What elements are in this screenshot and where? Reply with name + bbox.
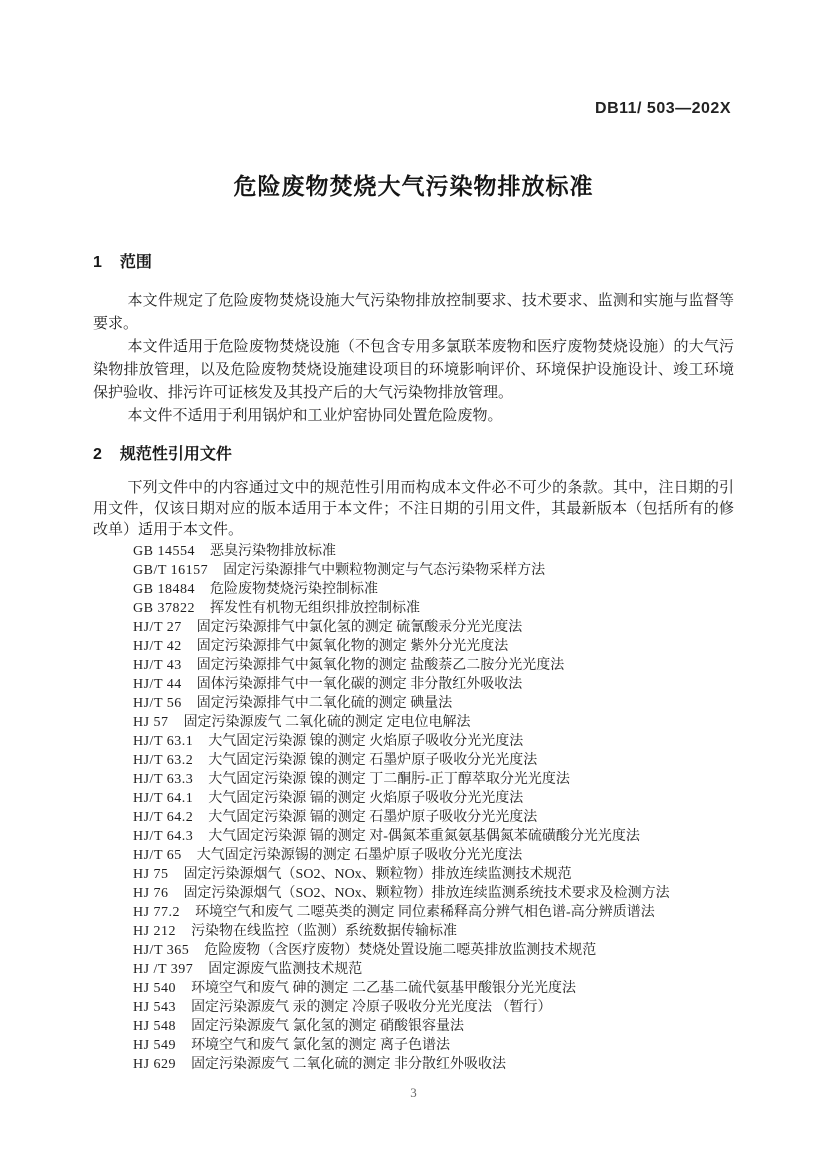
section-2-heading — [93, 444, 734, 465]
section-2-title: 规范性引用文件 — [119, 446, 232, 463]
reference-item — [133, 865, 734, 884]
reference-item — [133, 808, 734, 827]
reference-title: 大气固定污染源 镍的测定 石墨炉原子吸收分光光度法 — [208, 753, 538, 768]
reference-item — [133, 618, 734, 637]
reference-item — [133, 599, 734, 618]
reference-code: GB 14554 — [133, 544, 195, 559]
reference-title: 固定污染源废气 氯化氢的测定 硝酸银容量法 — [191, 1019, 465, 1034]
reference-code: HJ 75 — [133, 867, 169, 882]
reference-item — [133, 998, 734, 1017]
reference-code: HJ/T 64.2 — [133, 810, 194, 825]
reference-code: HJ/T 63.3 — [133, 772, 194, 787]
reference-title: 环境空气和废气 二噁英类的测定 同位素稀释高分辨气相色谱-高分辨质谱法 — [195, 905, 655, 920]
reference-item — [133, 694, 734, 713]
reference-title: 挥发性有机物无组织排放控制标准 — [209, 601, 420, 616]
body-paragraph: 本文件不适用于利用锅炉和工业炉窑协同处置危险废物。 — [127, 408, 503, 424]
page-number: 3 — [410, 1085, 417, 1100]
reference-code: HJ 549 — [133, 1038, 177, 1053]
section-2-number: 2 — [93, 446, 102, 463]
reference-code: HJ 629 — [133, 1057, 177, 1072]
section-2-paragraphs — [93, 478, 734, 541]
reference-title: 大气固定污染源 镍的测定 丁二酮肟-正丁醇萃取分光光度法 — [208, 772, 570, 787]
reference-code: GB 18484 — [133, 582, 195, 597]
reference-item — [133, 732, 734, 751]
reference-title: 固定污染源烟气（SO2、NOx、颗粒物）排放连续监测系统技术要求及检测方法 — [183, 886, 670, 901]
reference-title: 固定污染源废气 二氧化硫的测定 定电位电解法 — [183, 715, 471, 730]
reference-code: HJ 543 — [133, 1000, 177, 1015]
document-title: 危险废物焚烧大气污染物排放标准 — [233, 173, 594, 199]
reference-item — [133, 922, 734, 941]
reference-item — [133, 675, 734, 694]
reference-code: HJ 77.2 — [133, 905, 181, 920]
reference-title: 固定污染源废气 二氧化硫的测定 非分散红外吸收法 — [191, 1057, 507, 1072]
reference-title: 恶臭污染物排放标准 — [209, 544, 336, 559]
reference-title: 固定污染源排气中氮氧化物的测定 紫外分光光度法 — [196, 639, 509, 654]
reference-item — [133, 903, 734, 922]
body-paragraph: 下列文件中的内容通过文中的规范性引用而构成本文件必不可少的条款。其中，注日期的引用文件，仅该日期对应的版本适用于本文件；不注日期的引用文件，其最新版本（包括所有的修改单）适用于本文件。 — [93, 480, 734, 538]
reference-code: HJ/T 42 — [133, 639, 182, 654]
reference-code: HJ /T 397 — [133, 962, 194, 977]
section-1-heading — [93, 252, 734, 273]
reference-title: 大气固定污染源 镍的测定 火焰原子吸收分光光度法 — [208, 734, 524, 749]
reference-item — [133, 1036, 734, 1055]
reference-item — [133, 1055, 734, 1074]
reference-code: GB 37822 — [133, 601, 195, 616]
reference-title: 污染物在线监控（监测）系统数据传输标准 — [191, 924, 458, 939]
reference-item — [133, 637, 734, 656]
body-paragraph: 本文件适用于危险废物焚烧设施（不包含专用多氯联苯废物和医疗废物焚烧设施）的大气污染物排放管理，以及危险废物焚烧设施建设项目的环境影响评价、环境保护设施设计、竣工环境保护验收、排污许可证核发及其投产后的大气污染物排放管理。 — [93, 339, 734, 401]
reference-title: 大气固定污染源锡的测定 石墨炉原子吸收分光光度法 — [196, 848, 523, 863]
reference-title: 大气固定污染源 镉的测定 石墨炉原子吸收分光光度法 — [208, 810, 538, 825]
reference-title: 固定污染源废气 汞的测定 冷原子吸收分光光度法 （暂行） — [191, 1000, 552, 1015]
reference-code: HJ 76 — [133, 886, 169, 901]
document-body — [93, 252, 734, 1074]
reference-code: HJ/T 44 — [133, 677, 182, 692]
reference-code: HJ/T 64.1 — [133, 791, 194, 806]
reference-item — [133, 580, 734, 599]
references-list — [93, 542, 734, 1074]
reference-item — [133, 542, 734, 561]
reference-code: HJ/T 56 — [133, 696, 182, 711]
reference-code: HJ/T 365 — [133, 943, 190, 958]
reference-item — [133, 960, 734, 979]
reference-title: 固定污染源排气中二氧化硫的测定 碘量法 — [196, 696, 453, 711]
reference-item — [133, 884, 734, 903]
reference-title: 危险废物焚烧污染控制标准 — [209, 582, 378, 597]
reference-item — [133, 846, 734, 865]
reference-item — [133, 979, 734, 998]
reference-item — [133, 789, 734, 808]
reference-title: 固体污染源排气中一氧化碳的测定 非分散红外吸收法 — [196, 677, 523, 692]
reference-item — [133, 713, 734, 732]
body-paragraph: 本文件规定了危险废物焚烧设施大气污染物排放控制要求、技术要求、监测和实施与监督等要求。 — [93, 293, 734, 332]
reference-code: HJ/T 64.3 — [133, 829, 194, 844]
reference-item — [133, 941, 734, 960]
reference-code: HJ 540 — [133, 981, 177, 996]
reference-code: HJ 548 — [133, 1019, 177, 1034]
reference-code: HJ/T 63.1 — [133, 734, 194, 749]
reference-code: HJ 212 — [133, 924, 177, 939]
reference-title: 固定污染源排气中氮氧化物的测定 盐酸萘乙二胺分光光度法 — [196, 658, 565, 673]
reference-code: HJ/T 43 — [133, 658, 182, 673]
reference-code: HJ/T 63.2 — [133, 753, 194, 768]
reference-code: HJ 57 — [133, 715, 169, 730]
reference-item — [133, 770, 734, 789]
reference-item — [133, 827, 734, 846]
reference-item — [133, 751, 734, 770]
reference-code: HJ/T 65 — [133, 848, 182, 863]
section-1-number: 1 — [93, 254, 102, 271]
reference-item — [133, 656, 734, 675]
reference-item — [133, 561, 734, 580]
reference-title: 大气固定污染源 镉的测定 火焰原子吸收分光光度法 — [208, 791, 524, 806]
reference-item — [133, 1017, 734, 1036]
reference-title: 危险废物（含医疗废物）焚烧处置设施二噁英排放监测技术规范 — [204, 943, 597, 958]
reference-title: 环境空气和废气 氯化氢的测定 离子色谱法 — [191, 1038, 451, 1053]
reference-title: 固定污染源排气中氯化氢的测定 硫氰酸汞分光光度法 — [196, 620, 523, 635]
section-1-title: 范围 — [119, 254, 152, 271]
reference-title: 固定源废气监测技术规范 — [208, 962, 363, 977]
standard-code: DB11/ 503—202X — [595, 100, 731, 117]
reference-code: HJ/T 27 — [133, 620, 182, 635]
reference-code: GB/T 16157 — [133, 563, 209, 578]
section-1-paragraphs — [93, 290, 734, 428]
reference-title: 固定污染源烟气（SO2、NOx、颗粒物）排放连续监测技术规范 — [183, 867, 572, 882]
reference-title: 固定污染源排气中颗粒物测定与气态污染物采样方法 — [223, 563, 546, 578]
reference-title: 大气固定污染源 镉的测定 对-偶氮苯重氮氨基偶氮苯硫磺酸分光光度法 — [208, 829, 640, 844]
reference-title: 环境空气和废气 砷的测定 二乙基二硫代氨基甲酸银分光光度法 — [191, 981, 577, 996]
